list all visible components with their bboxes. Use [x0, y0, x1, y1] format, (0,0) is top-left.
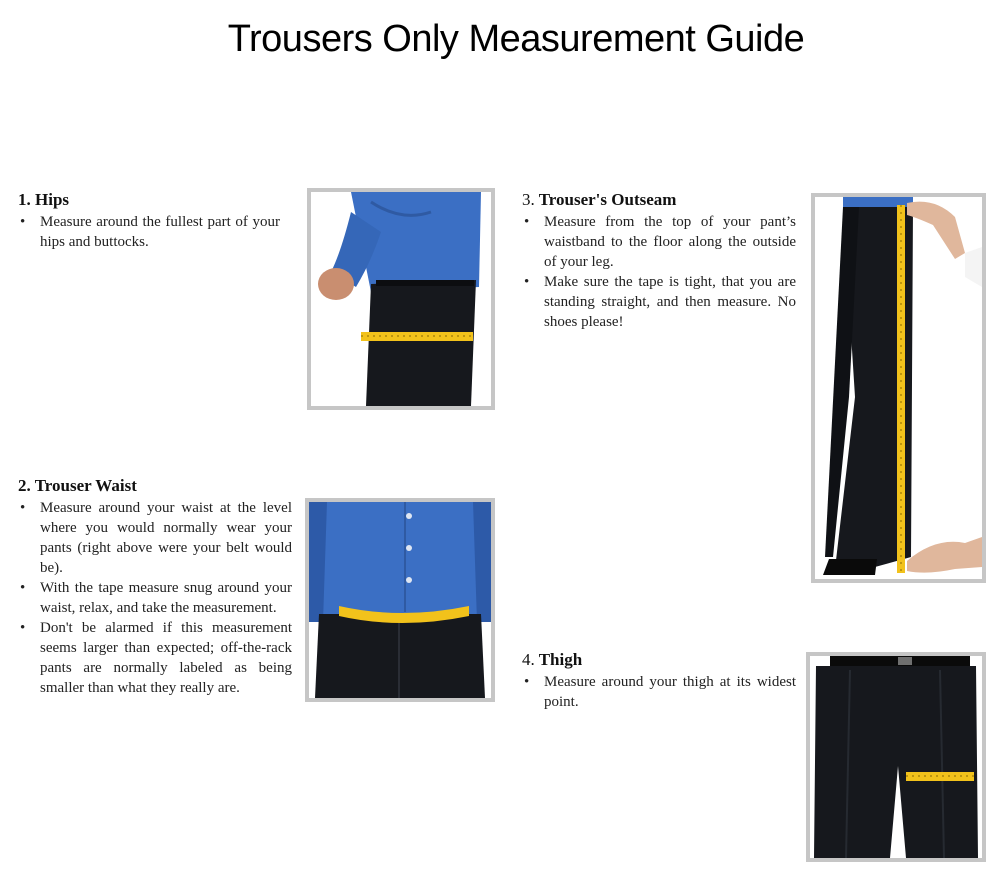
- outseam-bullet-2: • Make sure the tape is tight, that you are standing straight, and then measure. No shoes please!: [522, 272, 796, 332]
- thigh-number: 4.: [522, 650, 535, 669]
- thigh-bullet-1: • Measure around your thigh at its widest point.: [522, 672, 796, 712]
- outseam-bullet-1: • Measure from the top of your pant’s waistband to the floor along the outside of your leg.: [522, 212, 796, 272]
- waist-illustration: [309, 502, 491, 698]
- hips-bullets: [18, 212, 280, 252]
- hips-measurement-photo: [307, 188, 495, 410]
- outseam-heading: [522, 190, 796, 210]
- hips-bullet-1: • Measure around the fullest part of your hips and buttocks.: [18, 212, 280, 252]
- outseam-bullets: [522, 212, 796, 332]
- waist-section: [18, 476, 292, 698]
- hips-illustration: [311, 192, 491, 406]
- waist-bullet-1: • Measure around your waist at the level where you would normally wear your pants (right above were your belt would be).: [18, 498, 292, 578]
- waist-heading: 2. Trouser Waist: [18, 476, 137, 495]
- thigh-bullets: [522, 672, 796, 712]
- outseam-title: Trouser's Outseam: [538, 190, 677, 209]
- waist-bullet-2: • With the tape measure snug around your waist, relax, and take the measurement.: [18, 578, 292, 618]
- outseam-illustration: [815, 197, 982, 579]
- thigh-section: [522, 650, 796, 712]
- thigh-measurement-photo: [806, 652, 986, 862]
- hips-section: [18, 190, 280, 252]
- thigh-illustration: [810, 656, 982, 858]
- page-title: Trousers Only Measurement Guide: [227, 18, 805, 60]
- outseam-measurement-photo: [811, 193, 986, 583]
- hips-heading: 1. Hips: [18, 190, 70, 209]
- thigh-heading: [522, 650, 796, 670]
- waist-bullets: [18, 498, 292, 698]
- thigh-title: Thigh: [538, 650, 583, 669]
- outseam-number: 3.: [522, 190, 535, 209]
- tape-measure: [906, 772, 974, 781]
- waist-measurement-photo: [305, 498, 495, 702]
- outseam-section: [522, 190, 796, 332]
- waist-bullet-3: • Don't be alarmed if this measurement seems larger than expected; off-the-rack pants are normally labeled as being smaller than what they really are.: [18, 618, 292, 698]
